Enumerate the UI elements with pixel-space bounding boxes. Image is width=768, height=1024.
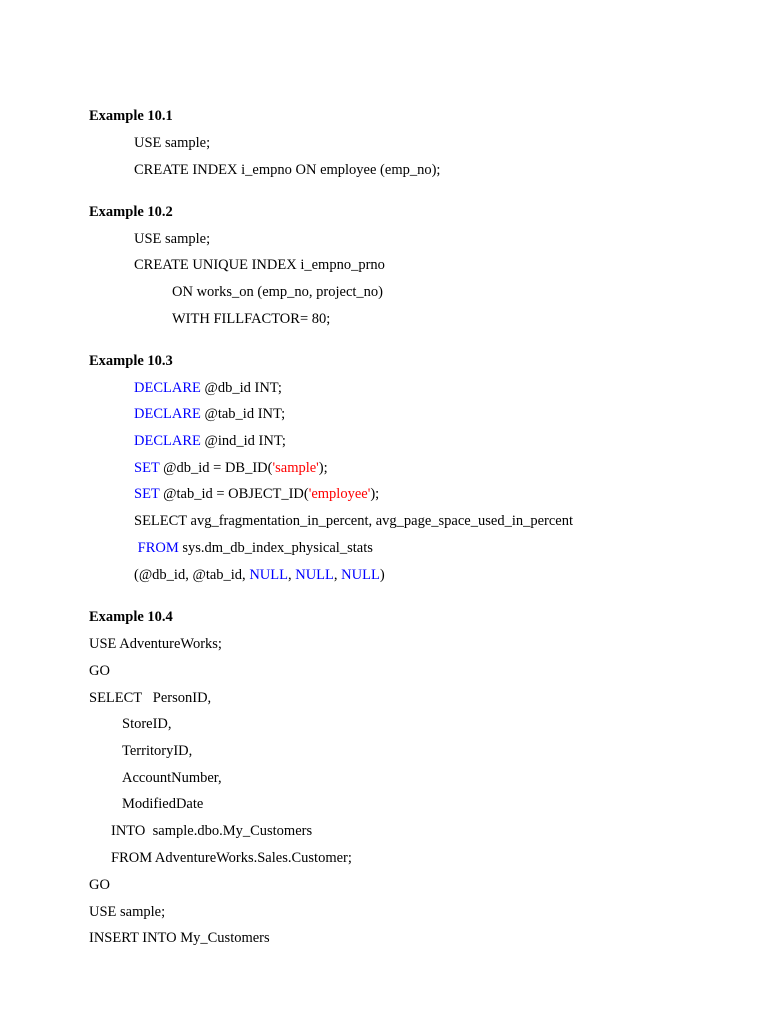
code-line xyxy=(134,432,286,450)
sql-keyword: DECLARE xyxy=(134,433,201,449)
sql-keyword: NULL xyxy=(249,567,288,583)
code-line xyxy=(89,662,110,680)
code-line xyxy=(111,849,352,867)
code-text: SELECT avg_fragmentation_in_percent, avg_page_space_used_in_percent xyxy=(134,513,574,529)
code-text: CREATE INDEX i_empno ON employee (emp_no); xyxy=(134,162,441,178)
example-heading: Example 10.1 xyxy=(89,108,173,124)
code-text: USE sample; xyxy=(134,231,211,247)
code-text: sys.dm_db_index_physical_stats xyxy=(178,540,373,556)
code-text: USE sample; xyxy=(89,904,166,920)
code-line xyxy=(89,929,270,947)
code-line xyxy=(111,822,312,840)
sql-string: 'sample' xyxy=(272,460,319,476)
code-text: ); xyxy=(318,460,328,476)
code-text: @tab_id = OBJECT_ID( xyxy=(159,486,309,502)
code-text: ); xyxy=(370,486,380,502)
code-text: @db_id INT; xyxy=(200,380,282,396)
code-line xyxy=(122,742,192,760)
code-text: AccountNumber, xyxy=(122,770,222,786)
code-line xyxy=(172,310,330,328)
code-text: , xyxy=(287,567,296,583)
code-line xyxy=(134,459,328,477)
code-text: SELECT PersonID, xyxy=(89,690,212,706)
code-line xyxy=(134,161,440,179)
example-heading: Example 10.3 xyxy=(89,353,173,369)
code-line xyxy=(134,405,285,423)
code-line xyxy=(134,230,210,248)
code-text: ) xyxy=(379,567,385,583)
code-line xyxy=(122,715,172,733)
code-text: ON works_on (emp_no, project_no) xyxy=(172,284,384,300)
code-line xyxy=(134,566,385,584)
code-text: StoreID, xyxy=(122,716,172,732)
code-text: GO xyxy=(89,663,110,679)
sql-keyword: NULL xyxy=(341,567,380,583)
code-line xyxy=(89,903,165,921)
sql-keyword: NULL xyxy=(295,567,334,583)
example-heading: Example 10.2 xyxy=(89,204,173,220)
code-line xyxy=(134,134,210,152)
code-text: CREATE UNIQUE INDEX i_empno_prno xyxy=(134,257,385,273)
sql-keyword: SET xyxy=(134,460,160,476)
sql-string: 'employee' xyxy=(308,486,371,502)
code-line xyxy=(134,485,379,503)
example-heading: Example 10.4 xyxy=(89,609,173,625)
code-text: @db_id = DB_ID( xyxy=(159,460,273,476)
code-text: (@db_id, @tab_id, xyxy=(134,567,250,583)
code-text: INTO sample.dbo.My_Customers xyxy=(111,823,313,839)
code-line xyxy=(89,635,222,653)
code-line xyxy=(89,689,211,707)
code-text: USE AdventureWorks; xyxy=(89,636,222,652)
code-text: ModifiedDate xyxy=(122,796,204,812)
code-line xyxy=(122,769,222,787)
code-text: FROM AdventureWorks.Sales.Customer; xyxy=(111,850,352,866)
code-line xyxy=(134,512,573,530)
code-line xyxy=(134,379,282,397)
code-text: USE sample; xyxy=(134,135,211,151)
code-line xyxy=(134,256,385,274)
code-line xyxy=(172,283,383,301)
code-text: @tab_id INT; xyxy=(200,406,286,422)
code-line xyxy=(134,539,373,557)
code-line xyxy=(89,876,110,894)
code-text: , xyxy=(333,567,342,583)
code-text: @ind_id INT; xyxy=(200,433,286,449)
sql-keyword: FROM xyxy=(137,540,179,556)
code-text: WITH FILLFACTOR= 80; xyxy=(172,311,331,327)
code-text: GO xyxy=(89,877,110,893)
code-line xyxy=(122,795,203,813)
sql-keyword: DECLARE xyxy=(134,406,201,422)
code-text: INSERT INTO My_Customers xyxy=(89,930,270,946)
sql-keyword: DECLARE xyxy=(134,380,201,396)
sql-keyword: SET xyxy=(134,486,160,502)
code-text: TerritoryID, xyxy=(122,743,193,759)
